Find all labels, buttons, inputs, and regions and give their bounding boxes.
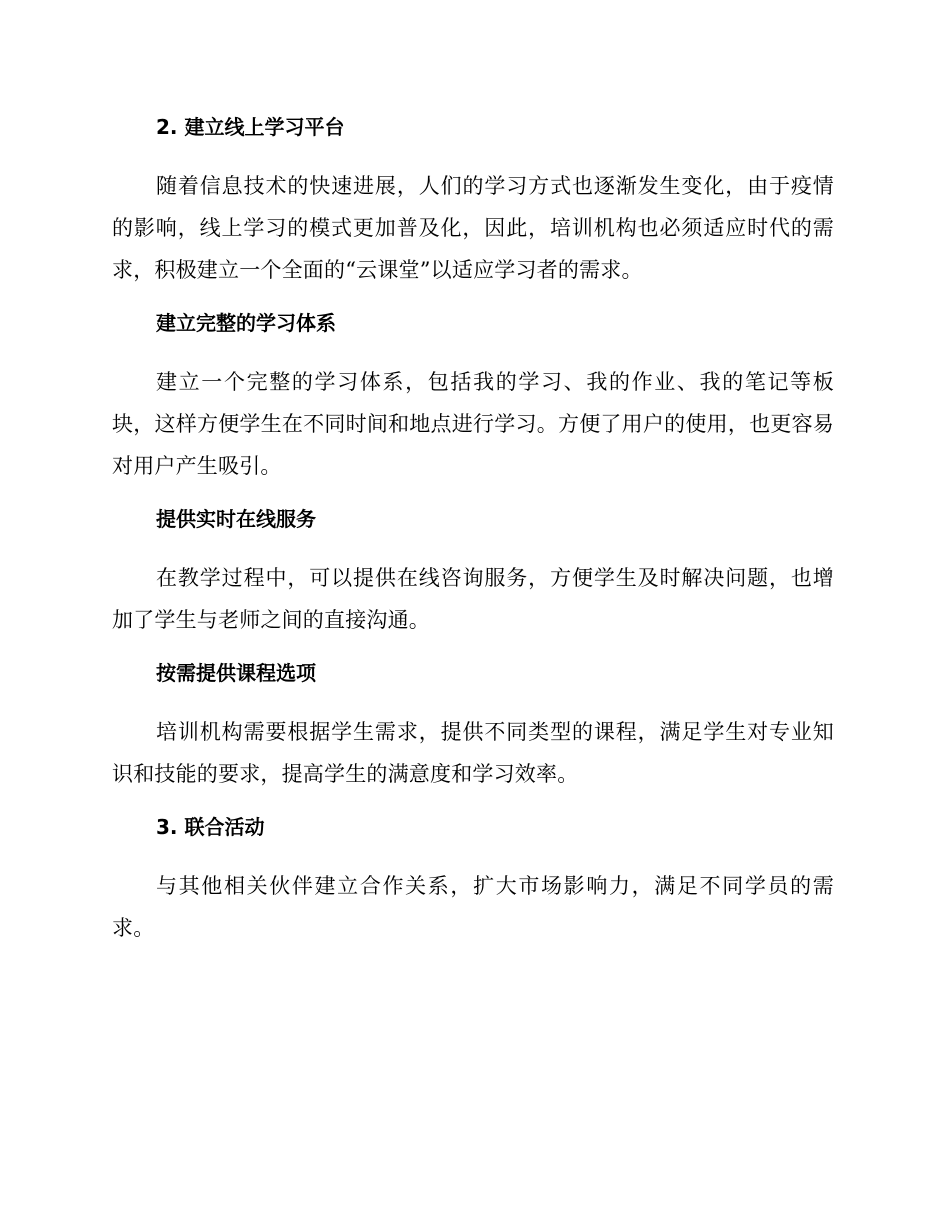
document-content	[112, 110, 834, 949]
section-heading-joint-activities: 3. 联合活动	[156, 815, 265, 839]
section-paragraph-online-platform: 随着信息技术的快速进展，人们的学习方式也逐渐发生变化，由于疫情的影响，线上学习的模式更加普及化，因此，培训机构也必须适应时代的需求，积极建立一个全面的“云课堂”以适应学习者的需求。	[112, 174, 834, 282]
section-heading-learning-system: 建立完整的学习体系	[156, 311, 336, 335]
section-heading-online-platform: 2. 建立线上学习平台	[156, 115, 345, 139]
section-paragraph-learning-system: 建立一个完整的学习体系，包括我的学习、我的作业、我的笔记等板块，这样方便学生在不同时间和地点进行学习。方便了用户的使用，也更容易对用户产生吸引。	[112, 370, 834, 478]
section-paragraph-online-service: 在教学过程中，可以提供在线咨询服务，方便学生及时解决问题，也增加了学生与老师之间的直接沟通。	[112, 566, 834, 632]
section-paragraph-course-options: 培训机构需要根据学生需求，提供不同类型的课程，满足学生对专业知识和技能的要求，提高学生的满意度和学习效率。	[112, 720, 834, 786]
section-paragraph-joint-activities: 与其他相关伙伴建立合作关系，扩大市场影响力，满足不同学员的需求。	[112, 874, 834, 940]
section-heading-online-service: 提供实时在线服务	[156, 507, 316, 531]
section-heading-course-options: 按需提供课程选项	[156, 661, 316, 685]
